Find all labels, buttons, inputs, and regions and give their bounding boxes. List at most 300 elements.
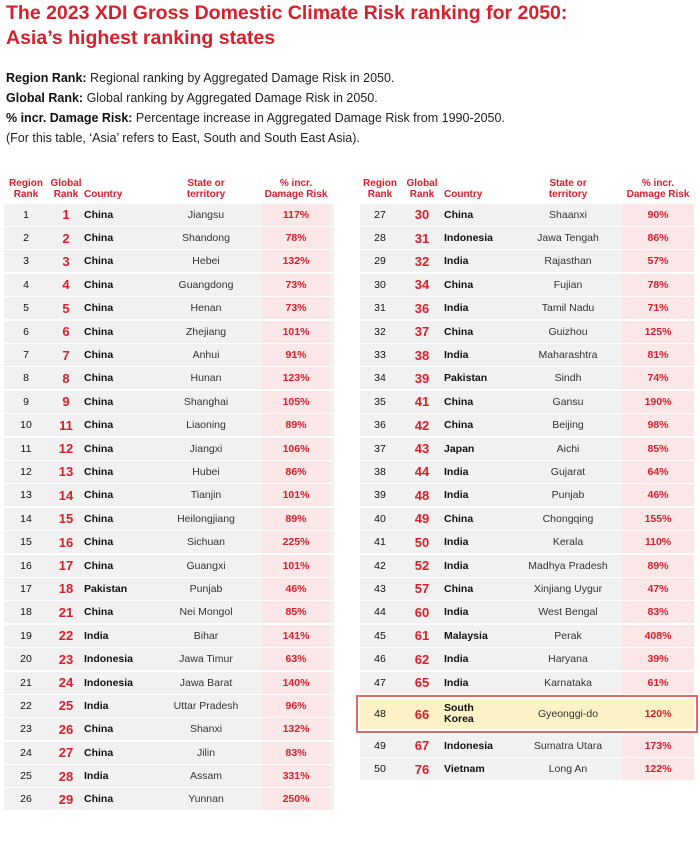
region-rank-cell: 9: [23, 395, 29, 408]
table-row: [4, 460, 334, 483]
legend-region-rank: [6, 68, 696, 88]
table-row-bg: [4, 321, 334, 343]
table-row-bg: [360, 367, 694, 389]
global-rank-cell: 49: [414, 511, 430, 527]
global-rank-cell: 4: [62, 277, 70, 293]
table-row-bg: [4, 765, 334, 787]
state-cell: Tamil Nadu: [541, 302, 595, 315]
country-cell: China: [444, 325, 474, 338]
global-rank-cell: 38: [414, 347, 430, 363]
table-row-bg: [360, 250, 694, 272]
global-rank-cell: 1: [62, 207, 70, 223]
table-row: [4, 671, 334, 694]
ranking-table-left: [4, 170, 334, 811]
country-cell: China: [84, 325, 114, 338]
state-cell: West Bengal: [538, 606, 598, 619]
table-row: [4, 647, 334, 670]
pct-incr-cell: 140%: [262, 672, 330, 694]
table-row: [4, 437, 334, 460]
pct-incr-cell: 105%: [262, 391, 330, 413]
region-rank-cell: 47: [374, 676, 386, 689]
global-rank-cell: 3: [62, 253, 70, 269]
pct-incr-cell: 91%: [262, 344, 330, 366]
table-row: [360, 554, 694, 577]
pct-incr-cell: 81%: [622, 344, 694, 366]
global-rank-cell: 44: [414, 464, 430, 480]
region-rank-cell: 43: [374, 582, 386, 595]
country-cell: South Korea: [444, 702, 474, 726]
region-rank-cell: 45: [374, 629, 386, 642]
country-cell: Indonesia: [444, 739, 494, 752]
legend-desc: Regional ranking by Aggregated Damage Risk in 2050.: [86, 71, 395, 85]
table-row-bg: [4, 227, 334, 249]
table-row-bg: [4, 508, 334, 530]
global-rank-cell: 57: [414, 581, 430, 597]
state-cell: Haryana: [548, 653, 588, 666]
table-row: [360, 203, 694, 226]
table-row: [360, 577, 694, 600]
global-rank-cell: 52: [414, 558, 430, 574]
region-rank-cell: 42: [374, 559, 386, 572]
pct-incr-cell: 74%: [622, 367, 694, 389]
table-row: [360, 734, 694, 757]
table-row-bg: [360, 578, 694, 600]
table-row: [4, 484, 334, 507]
state-cell: Assam: [189, 770, 223, 783]
region-rank-cell: 31: [374, 302, 386, 315]
global-rank-cell: 31: [414, 230, 430, 246]
region-rank-cell: 8: [23, 372, 29, 385]
state-cell: Punjab: [551, 489, 585, 502]
pct-incr-cell: 78%: [262, 227, 330, 249]
title-line-2: Asia’s highest ranking states: [6, 27, 276, 49]
global-rank-cell: 29: [58, 791, 74, 807]
global-rank-cell: 5: [62, 300, 70, 316]
table-row-bg: [4, 297, 334, 319]
region-rank-cell: 20: [20, 653, 32, 666]
table-row-bg: [360, 648, 694, 670]
country-cell: India: [444, 653, 469, 666]
country-cell: India: [444, 349, 469, 362]
legend-pct-incr: [6, 108, 696, 128]
pct-incr-cell: 89%: [262, 414, 330, 436]
table-row-bg: [4, 484, 334, 506]
table-row: [4, 741, 334, 764]
legend-term: Global Rank:: [6, 91, 84, 105]
country-cell: India: [444, 606, 469, 619]
pct-incr-cell: 63%: [262, 648, 330, 670]
global-rank-cell: 32: [414, 253, 430, 269]
country-cell: China: [84, 746, 114, 759]
table-row: [4, 250, 334, 273]
pct-incr-cell: 101%: [262, 321, 330, 343]
state-cell: Heilongjiang: [177, 512, 235, 525]
region-rank-cell: 11: [20, 442, 32, 455]
table-row-bg: [360, 297, 694, 319]
state-cell: Gujarat: [550, 465, 586, 478]
table-row-bg: [4, 555, 334, 577]
pct-incr-cell: 190%: [622, 391, 694, 413]
table-row-bg: [4, 718, 334, 740]
pct-incr-cell: 101%: [262, 484, 330, 506]
state-cell: Nei Mongol: [179, 606, 233, 619]
table-row-bg: [4, 274, 334, 296]
region-rank-cell: 17: [20, 582, 32, 595]
global-rank-cell: 65: [414, 675, 430, 690]
country-cell: India: [84, 629, 109, 642]
table-row: [4, 694, 334, 717]
table-row-bg: [360, 344, 694, 366]
pct-incr-cell: 106%: [262, 438, 330, 460]
region-rank-cell: 48: [374, 708, 386, 721]
pct-incr-cell: 39%: [622, 648, 694, 670]
table-row-bg: [4, 601, 334, 623]
region-rank-cell: 44: [374, 606, 386, 619]
table-row: [4, 297, 334, 320]
table-row: [360, 273, 694, 296]
region-rank-cell: 1: [23, 208, 29, 221]
pct-incr-cell: 225%: [262, 531, 330, 553]
country-cell: Malaysia: [444, 629, 488, 642]
table-row-bg: [4, 204, 334, 226]
table-row-bg: [360, 274, 694, 296]
table-row: [4, 764, 334, 787]
legend-term: % incr. Damage Risk:: [6, 111, 133, 125]
region-rank-cell: 46: [374, 653, 386, 666]
table-row-bg: [4, 672, 334, 694]
state-cell: Sumatra Utara: [533, 739, 603, 752]
country-cell: China: [84, 489, 114, 502]
country-cell: China: [444, 512, 474, 525]
header-region-rank: Region Rank: [363, 178, 397, 200]
global-rank-cell: 22: [58, 628, 74, 644]
country-cell: Indonesia: [444, 232, 494, 245]
pct-incr-cell: 122%: [622, 758, 694, 780]
country-cell: Vietnam: [444, 763, 485, 776]
region-rank-cell: 7: [23, 349, 29, 362]
pct-incr-cell: 86%: [622, 227, 694, 249]
pct-incr-cell: 85%: [622, 438, 694, 460]
state-cell: Hubei: [192, 465, 220, 478]
global-rank-cell: 30: [414, 207, 430, 223]
table-row: [360, 507, 694, 530]
region-rank-cell: 13: [20, 489, 32, 502]
header-region-rank: Region Rank: [9, 178, 43, 200]
table-row-bg: [360, 204, 694, 226]
global-rank-cell: 61: [414, 628, 430, 644]
country-cell: China: [84, 232, 114, 245]
country-cell: China: [84, 559, 114, 572]
header-state: State or territory: [548, 178, 588, 200]
table-row-bg: [360, 227, 694, 249]
state-cell: Uttar Pradesh: [173, 699, 239, 712]
region-rank-cell: 49: [374, 739, 386, 752]
legend: [6, 68, 696, 148]
table-row: [360, 320, 694, 343]
country-cell: India: [444, 536, 469, 549]
pct-incr-cell: 250%: [262, 788, 330, 810]
table-row-bg: [360, 484, 694, 506]
country-cell: India: [444, 559, 469, 572]
region-rank-cell: 27: [374, 208, 386, 221]
region-rank-cell: 25: [20, 770, 32, 783]
region-rank-cell: 34: [374, 372, 386, 385]
state-cell: Jiangsu: [187, 208, 225, 221]
legend-note: [6, 128, 696, 148]
header-global-rank: Global Rank: [406, 178, 438, 200]
pct-incr-cell: 73%: [262, 297, 330, 319]
global-rank-cell: 28: [58, 768, 74, 784]
region-rank-cell: 10: [20, 419, 32, 432]
table-row-bg: [4, 531, 334, 553]
table-row: [360, 343, 694, 366]
state-cell: Hebei: [192, 255, 220, 268]
country-cell: India: [444, 465, 469, 478]
table-row: [4, 226, 334, 249]
country-cell: China: [444, 419, 474, 432]
table-row-bg: [4, 438, 334, 460]
state-cell: Shanghai: [183, 395, 229, 408]
state-cell: Zhejiang: [185, 325, 227, 338]
table-row: [360, 226, 694, 249]
pct-incr-cell: 408%: [622, 625, 694, 647]
table-row-bg: [360, 699, 694, 729]
table-row: [360, 414, 694, 437]
region-rank-cell: 23: [20, 723, 32, 736]
pct-incr-cell: 125%: [622, 321, 694, 343]
region-rank-cell: 19: [20, 629, 32, 642]
global-rank-cell: 2: [62, 230, 70, 246]
global-rank-cell: 43: [414, 441, 430, 457]
pct-incr-cell: 132%: [262, 718, 330, 740]
table-body: [4, 203, 334, 811]
global-rank-cell: 11: [59, 417, 73, 433]
state-cell: Shaanxi: [549, 208, 587, 221]
country-cell: China: [444, 208, 474, 221]
table-row: [360, 390, 694, 413]
country-cell: China: [84, 536, 114, 549]
state-cell: Madhya Pradesh: [528, 559, 608, 572]
table-row-bg: [4, 367, 334, 389]
header-country: Country: [84, 189, 123, 200]
pct-incr-cell: 61%: [622, 672, 694, 694]
table-row: [4, 624, 334, 647]
country-cell: China: [444, 278, 474, 291]
table-row-bg: [4, 250, 334, 272]
region-rank-cell: 3: [23, 255, 29, 268]
header-state: State or territory: [186, 178, 226, 200]
pct-incr-cell: 47%: [622, 578, 694, 600]
legend-desc: (For this table, ‘Asia’ refers to East, South and South East Asia).: [6, 131, 360, 145]
global-rank-cell: 27: [58, 745, 74, 761]
region-rank-cell: 14: [20, 512, 32, 525]
page-title: [6, 1, 696, 51]
pct-incr-cell: 101%: [262, 555, 330, 577]
global-rank-cell: 16: [58, 534, 74, 550]
global-rank-cell: 62: [414, 651, 430, 667]
table-row-bg: [4, 344, 334, 366]
state-cell: Jilin: [196, 746, 216, 759]
state-cell: Liaoning: [186, 419, 226, 432]
pct-incr-cell: 89%: [262, 508, 330, 530]
pct-incr-cell: 98%: [622, 414, 694, 436]
pct-incr-cell: 57%: [622, 250, 694, 272]
pct-incr-cell: 46%: [622, 484, 694, 506]
pct-incr-cell: 83%: [622, 601, 694, 623]
pct-incr-cell: 96%: [262, 695, 330, 717]
pct-incr-cell: 89%: [622, 555, 694, 577]
region-rank-cell: 21: [20, 676, 32, 689]
region-rank-cell: 6: [23, 325, 29, 338]
pct-incr-cell: 83%: [262, 742, 330, 764]
country-cell: China: [84, 372, 114, 385]
pct-incr-cell: 64%: [622, 461, 694, 483]
table-row: [4, 507, 334, 530]
state-cell: Gansu: [552, 395, 584, 408]
table-row: [360, 671, 694, 694]
header-pct-incr: % incr. Damage Risk: [626, 178, 690, 200]
table-row-bg: [360, 625, 694, 647]
country-cell: China: [84, 465, 114, 478]
pct-incr-cell: 120%: [622, 699, 694, 729]
global-rank-cell: 9: [62, 394, 70, 410]
table-row-bg: [4, 625, 334, 647]
region-rank-cell: 28: [374, 232, 386, 245]
pct-incr-cell: 78%: [622, 274, 694, 296]
table-row: [4, 343, 334, 366]
region-rank-cell: 12: [20, 465, 32, 478]
table-header: [4, 170, 334, 203]
global-rank-cell: 50: [414, 534, 430, 550]
pct-incr-cell: 71%: [622, 297, 694, 319]
region-rank-cell: 22: [20, 699, 32, 712]
table-row: [360, 484, 694, 507]
global-rank-cell: 14: [58, 487, 74, 503]
table-row: [360, 601, 694, 624]
region-rank-cell: 15: [20, 536, 32, 549]
country-cell: China: [444, 582, 474, 595]
country-cell: China: [84, 349, 114, 362]
country-cell: India: [444, 302, 469, 315]
state-cell: Bihar: [193, 629, 219, 642]
table-row: [360, 530, 694, 553]
state-cell: Tianjin: [190, 489, 222, 502]
global-rank-cell: 23: [58, 651, 74, 667]
table-row-bg: [4, 742, 334, 764]
table-row-bg: [4, 414, 334, 436]
table-row-bg: [360, 758, 694, 780]
table-row-bg: [4, 788, 334, 810]
table-row-bg: [360, 414, 694, 436]
table-header: [360, 170, 694, 203]
table-row-bg: [360, 391, 694, 413]
country-cell: China: [84, 723, 114, 736]
state-cell: Long An: [548, 763, 588, 776]
state-cell: Punjab: [189, 582, 223, 595]
country-cell: China: [84, 606, 114, 619]
country-cell: China: [444, 395, 474, 408]
region-rank-cell: 33: [374, 349, 386, 362]
global-rank-cell: 66: [414, 706, 430, 722]
state-cell: Yunnan: [188, 793, 224, 806]
country-cell: India: [84, 770, 109, 783]
state-cell: Jiangxi: [189, 442, 223, 455]
table-body: [360, 203, 694, 781]
table-row-bg: [360, 735, 694, 757]
state-cell: Jawa Timur: [179, 653, 233, 666]
state-cell: Xinjiang Uygur: [533, 582, 603, 595]
global-rank-cell: 15: [58, 511, 74, 527]
state-cell: Henan: [190, 302, 222, 315]
pct-incr-cell: 141%: [262, 625, 330, 647]
country-cell: China: [84, 395, 114, 408]
country-cell: China: [84, 278, 114, 291]
table-row: [4, 367, 334, 390]
country-cell: India: [444, 255, 469, 268]
table-row: [4, 577, 334, 600]
region-rank-cell: 16: [20, 559, 32, 572]
global-rank-cell: 48: [414, 487, 430, 503]
country-cell: Pakistan: [444, 372, 488, 385]
table-row-bg: [360, 601, 694, 623]
table-row: [360, 694, 694, 734]
state-cell: Rajasthan: [544, 255, 592, 268]
table-row-bg: [360, 672, 694, 694]
table-row: [360, 647, 694, 670]
global-rank-cell: 7: [62, 347, 70, 363]
state-cell: Perak: [554, 629, 582, 642]
region-rank-cell: 4: [23, 278, 29, 291]
country-cell: China: [84, 442, 114, 455]
title-line-1: The 2023 XDI Gross Domestic Climate Risk ranking for 2050:: [6, 2, 568, 24]
state-cell: Beijing: [552, 419, 584, 432]
global-rank-cell: 8: [62, 370, 70, 386]
global-rank-cell: 26: [58, 721, 74, 737]
pct-incr-cell: 90%: [622, 204, 694, 226]
state-cell: Jawa Tengah: [537, 232, 599, 245]
pct-incr-cell: 331%: [262, 765, 330, 787]
global-rank-cell: 13: [58, 464, 74, 480]
region-rank-cell: 2: [23, 232, 29, 245]
country-cell: Japan: [444, 442, 475, 455]
ranking-table-right: [360, 170, 694, 781]
header-country: Country: [444, 189, 483, 200]
global-rank-cell: 21: [58, 604, 74, 620]
country-cell: China: [84, 512, 114, 525]
legend-global-rank: [6, 88, 696, 108]
legend-desc: Global ranking by Aggregated Damage Risk in 2050.: [83, 91, 378, 105]
state-cell: Hunan: [190, 372, 222, 385]
table-row: [360, 250, 694, 273]
pct-incr-cell: 173%: [622, 735, 694, 757]
table-row-bg: [360, 555, 694, 577]
header-pct-incr: % incr. Damage Risk: [264, 178, 328, 200]
state-cell: Guizhou: [548, 325, 588, 338]
pct-incr-cell: 117%: [262, 204, 330, 226]
state-cell: Guangxi: [186, 559, 226, 572]
table-row-bg: [4, 695, 334, 717]
global-rank-cell: 24: [58, 675, 74, 690]
table-row: [360, 460, 694, 483]
global-rank-cell: 41: [414, 394, 430, 410]
region-rank-cell: 41: [374, 536, 386, 549]
country-cell: Indonesia: [84, 653, 134, 666]
region-rank-cell: 36: [374, 419, 386, 432]
region-rank-cell: 50: [374, 763, 386, 776]
global-rank-cell: 36: [414, 300, 430, 316]
global-rank-cell: 18: [58, 581, 74, 597]
region-rank-cell: 5: [23, 302, 29, 315]
